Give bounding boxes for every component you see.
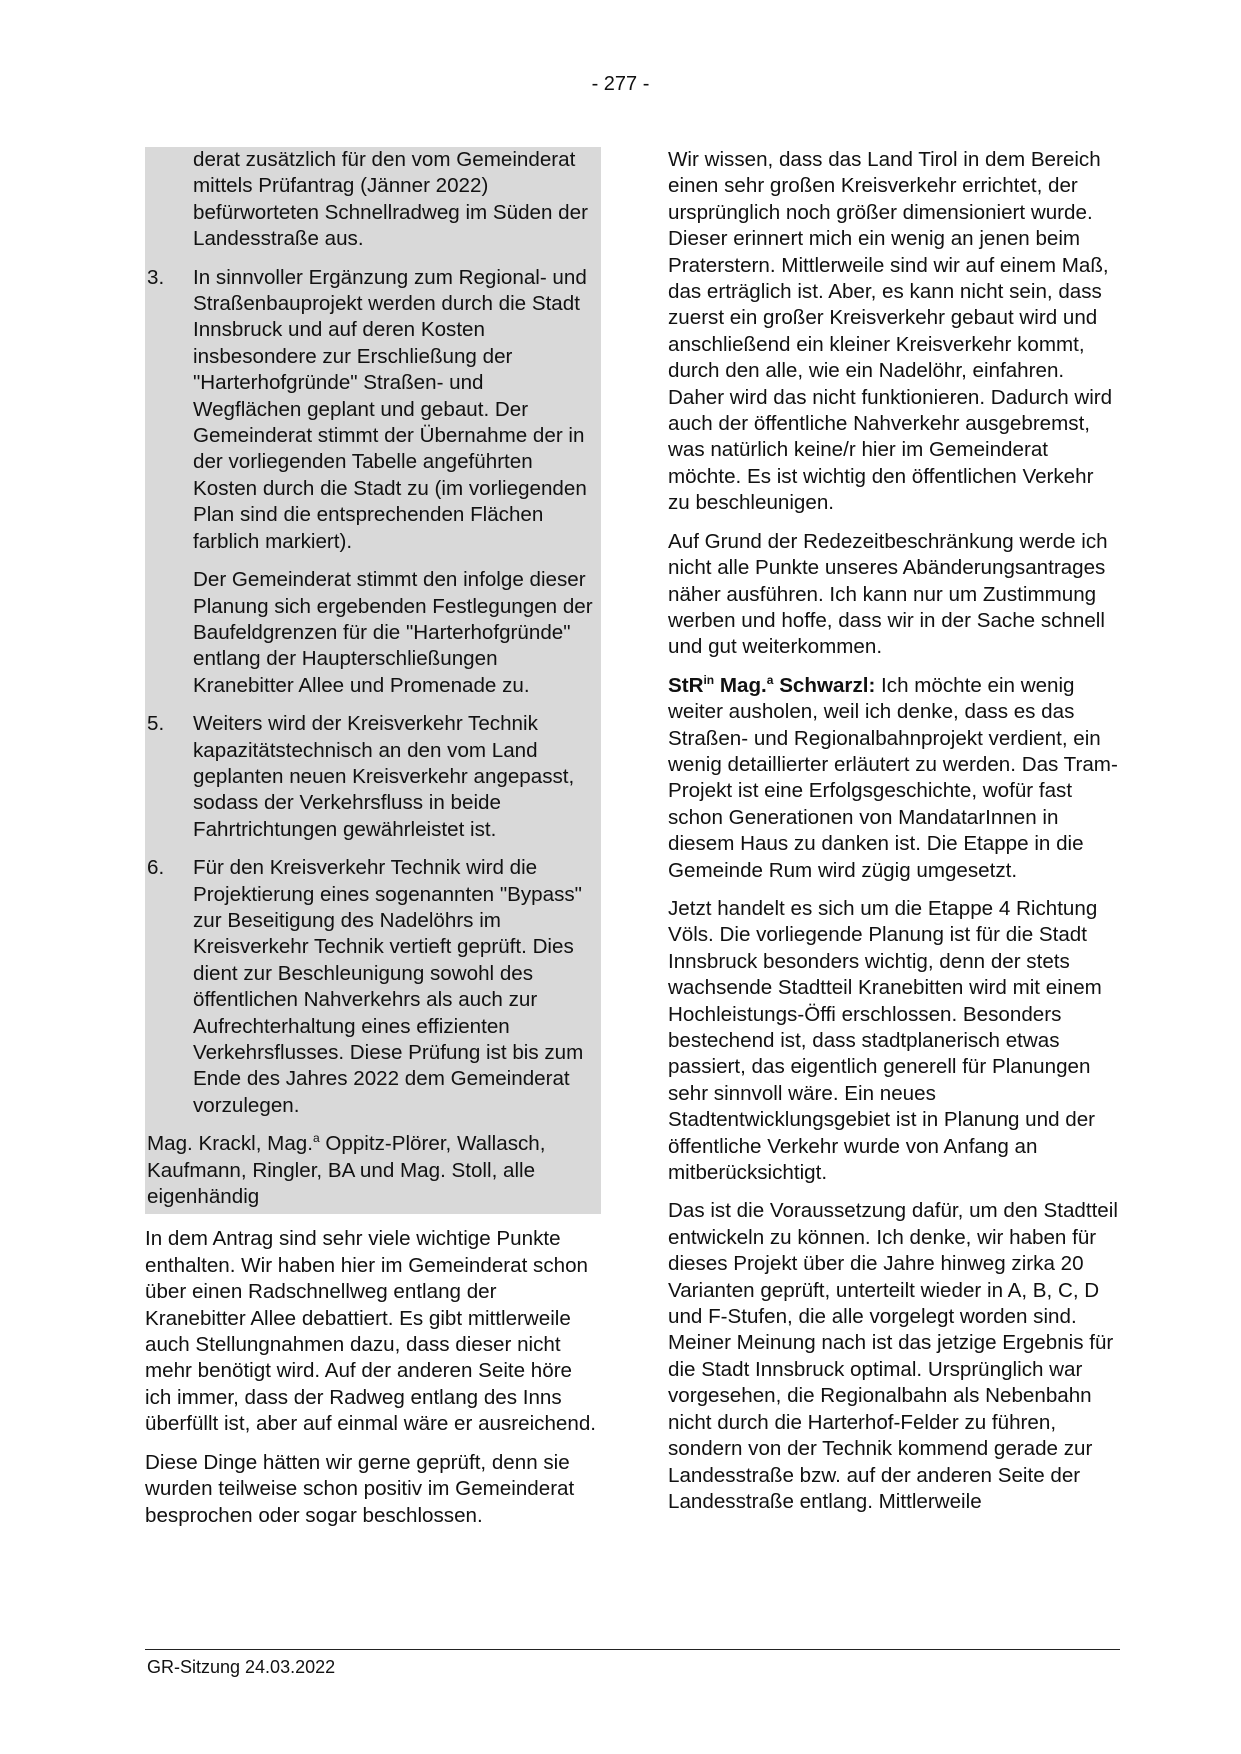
page-number: - 277 - [591,73,650,95]
item-number: 3. [147,265,165,289]
item-number: 6. [147,856,165,880]
right-column [668,147,1120,1527]
body-paragraph: Auf Grund der Redezeitbeschränkung werde ich nicht alle Punkte unseres Abänderungsantrages näher ausführen. Ich kann nur um Zustimmung werben und hoffe, dass wir in der Sache schnell und gut weiterkommen. [668,529,1108,659]
item-text: In sinnvoller Ergänzung zum Regional- und Straßenbauprojekt werden durch die Stadt Innsbruck und auf deren Kosten insbesondere zur Erschließung der "Harterhofgründe" Straßen- und Wegflächen geplant und gebaut. Der Gemeinderat stimmt der Übernahme der in der vorliegenden Tabelle angeführten Kosten durch die Stadt zu (im vorliegenden Plan sind die entsprechenden Flächen farblich markiert). [193,265,587,553]
motion-item-6 [147,855,595,1119]
body-paragraph: In dem Antrag sind sehr viele wichtige Punkte enthalten. Wir haben hier im Gemeinderat schon über einen Radschnellweg entlang der Kranebitter Allee debattiert. Es gibt mittlerweile auch Stellungnahmen dazu, dass dieser nicht mehr benötigt wird. Auf der anderen Seite höre ich immer, dass der Radweg entlang des Inns überfüllt ist, aber auf einmal wäre er ausreichend. [145,1227,597,1436]
speech-paragraph [668,673,1120,884]
motion-item-5 [147,711,595,843]
motion-item-3 [147,265,595,555]
body-paragraph: Das ist die Voraussetzung dafür, um den Stadtteil entwickeln zu können. Ich denke, wir haben für dieses Projekt über die Jahre hinweg zirka 20 Varianten geprüft, unterteilt wieder in A, B, C, D und F-Stufen, die alle vorgelegt worden sind. Meiner Meinung nach ist das jetzige Ergebnis für die Stadt Innsbruck optimal. Ursprünglich war vorgesehen, die Regionalbahn als Nebenbahn nicht durch die Harterhof-Felder zu führen, sondern von der Technik kommend gerade zur Landesstraße bzw. auf der anderen Seite der Landesstraße entlang. Mittlerweile [668,1199,1118,1513]
item-text: Für den Kreisverkehr Technik wird die Projektierung eines sogenannten "Bypass" zur Beseitigung des Nadelöhrs im Kreisverkehr Technik vertieft geprüft. Dies dient zur Beschleunigung sowohl des öffentlichen Nahverkehrs als auch zur Aufrechterhaltung eines effizienten Verkehrsflusses. Diese Prüfung ist bis zum Ende des Jahres 2022 dem Gemeinderat vorzulegen. [193,856,584,1117]
amendment-motion-box [145,147,601,1214]
body-paragraph: Wir wissen, dass das Land Tirol in dem Bereich einen sehr großen Kreisverkehr errichtet, der ursprünglich noch größer dimensioniert wurde. Dieser erinnert mich ein wenig an jenen beim Praterstern. Mittlerweile sind wir auf einem Maß, das erträglich ist. Aber, es kann nicht sein, dass zuerst ein großer Kreisverkehr gebaut wird und anschließend ein kleiner Kreisverkehr kommt, durch den alle, wie ein Nadelöhr, einfahren. Daher wird das nicht funktionieren. Dadurch wird auch der öffentliche Nahverkehr ausgebremst, was natürlich keine/r hier im Gemeinderat möchte. Es ist wichtig den öffentlichen Verkehr zu beschleunigen. [668,148,1113,515]
footer-session-date: GR-Sitzung 24.03.2022 [147,1657,336,1677]
motion-continuation: derat zusätzlich für den vom Gemeinderat mittels Prüfantrag (Jänner 2022) befürworteten Schnellradweg im Süden der Landesstraße aus. [193,148,588,251]
speaker-name: StR$^{in}$ Mag.$^a$ Schwarzl: [668,672,876,697]
left-column [145,147,601,1541]
motion-signatories: Mag. Krackl, Mag.$^a$ Oppitz-Plörer, Wallasch, Kaufmann, Ringler, BA und Mag. Stoll, alle eigenhändig [147,1131,546,1209]
speech-text: Ich möchte ein wenig weiter ausholen, weil ich denke, dass es das Straßen- und Regionalbahnprojekt verdient, ein wenig detaillierter erläutert zu werden. Das Tram-Projekt ist eine Erfolgsgeschichte, wofür fast schon Generationen von MandatarInnen in diesem Haus zu danken ist. Die Etappe in die Gemeinde Rum wird zügig umgesetzt. [668,673,1118,882]
body-paragraph: Diese Dinge hätten wir gerne geprüft, denn sie wurden teilweise schon positiv im Gemeinderat besprochen oder sogar beschlossen. [145,1450,575,1527]
motion-indented-paragraph: Der Gemeinderat stimmt den infolge dieser Planung sich ergebenden Festlegungen der Baufeldgrenzen für die "Harterhofgründe" entlang der Haupterschließungen Kranebitter Allee und Promenade zu. [193,568,593,697]
item-number: 5. [147,712,165,736]
body-paragraph: Jetzt handelt es sich um die Etappe 4 Richtung Völs. Die vorliegende Planung ist für die Stadt Innsbruck besonders wichtig, denn der stets wachsende Stadtteil Kranebitten wird mit einem Hochleistungs-Öffi erschlossen. Besonders bestechend ist, dass stadtplanerisch etwas passiert, das eigentlich generell für Planungen sehr sinnvoll wäre. Ein neues Stadtentwicklungsgebiet ist in Planung und der öffentliche Verkehr wurde von Anfang an mitberücksichtigt. [668,896,1102,1185]
footer-divider [145,1649,1120,1650]
item-text: Weiters wird der Kreisverkehr Technik kapazitätstechnisch an den vom Land geplanten neuen Kreisverkehr angepasst, sodass der Verkehrsfluss in beide Fahrtrichtungen gewährleistet ist. [193,712,575,841]
